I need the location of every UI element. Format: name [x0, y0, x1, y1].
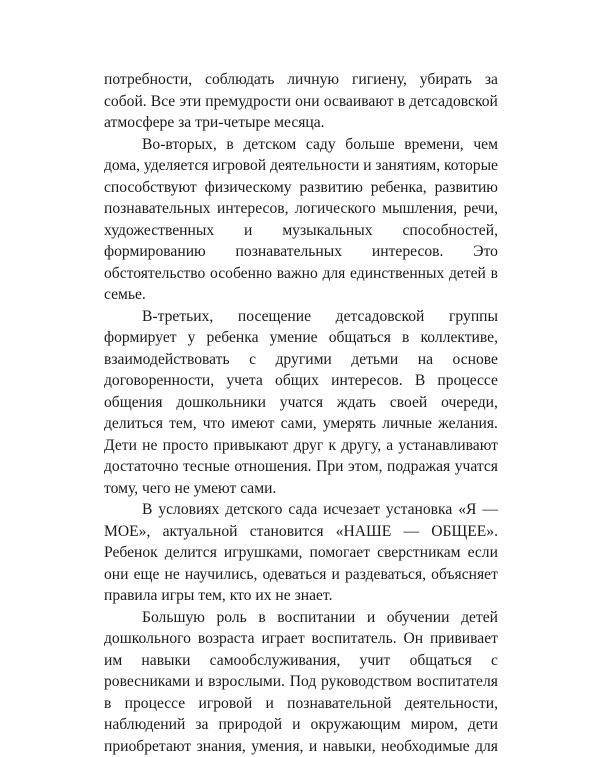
text-line: общения дошкольники учатся ждать своей очереди,: [104, 392, 498, 414]
text-line: художественных и музыкальных способностей,: [104, 220, 498, 242]
text-line: способствуют физическому развитию ребенка, развитию: [104, 177, 498, 199]
text-line: формированию познавательных интересов. Это: [104, 241, 498, 263]
text-line: взаимодействовать с другими детьми на основе: [104, 349, 498, 371]
text-line: потребности, соблюдать личную гигиену, убирать за: [104, 69, 498, 91]
text-line: достаточно тесные отношения. При этом, подражая учатся: [104, 456, 498, 478]
text-line: МОЕ», актуальной становится «НАШЕ — ОБЩЕЕ».: [104, 521, 498, 543]
paragraph: [104, 607, 498, 757]
text-line: приобретают знания, умения, и навыки, необходимые для: [104, 736, 498, 757]
text-line: правила игры тем, кто их не знает.: [104, 585, 498, 607]
text-line: в процессе игровой и познавательной деятельности,: [104, 693, 498, 715]
text-line: обстоятельство особенно важно для единственных детей в: [104, 263, 498, 285]
text-line: делиться тем, что имеют сами, умерять личные желания.: [104, 413, 498, 435]
text-line: формирует у ребенка умение общаться в коллективе,: [104, 327, 498, 349]
paragraph: [104, 69, 498, 134]
text-line: ровесниками и взрослыми. Под руководством воспитателя: [104, 671, 498, 693]
text-line: Большую роль в воспитании и обучении детей: [104, 607, 498, 629]
text-line: Во-вторых, в детском саду больше времени, чем: [104, 134, 498, 156]
body-text: [104, 69, 498, 757]
text-line: В-третьих, посещение детсадовской группы: [104, 306, 498, 328]
text-line: они еще не научились, одеваться и раздеваться, объясняет: [104, 564, 498, 586]
text-line: дома, уделяется игровой деятельности и занятиям, которые: [104, 155, 498, 177]
paragraph: [104, 306, 498, 500]
text-line: семье.: [104, 284, 498, 306]
paragraph: [104, 499, 498, 607]
text-line: Ребенок делится игрушками, помогает сверстникам если: [104, 542, 498, 564]
text-line: договоренности, учета общих интересов. В процессе: [104, 370, 498, 392]
text-line: им навыки самообслуживания, учит общаться с: [104, 650, 498, 672]
text-line: наблюдений за природой и окружающим миром, дети: [104, 714, 498, 736]
text-line: В условиях детского сада исчезает установка «Я —: [104, 499, 498, 521]
text-line: собой. Все эти премудрости они осваивают в детсадовской: [104, 91, 498, 113]
text-line: тому, чего не умеют сами.: [104, 478, 498, 500]
text-line: Дети не просто привыкают друг к другу, а устанавливают: [104, 435, 498, 457]
paragraph: [104, 134, 498, 306]
text-line: атмосфере за три-четыре месяца.: [104, 112, 498, 134]
text-line: дошкольного возраста играет воспитатель. Он прививает: [104, 628, 498, 650]
text-line: познавательных интересов, логического мышления, речи,: [104, 198, 498, 220]
